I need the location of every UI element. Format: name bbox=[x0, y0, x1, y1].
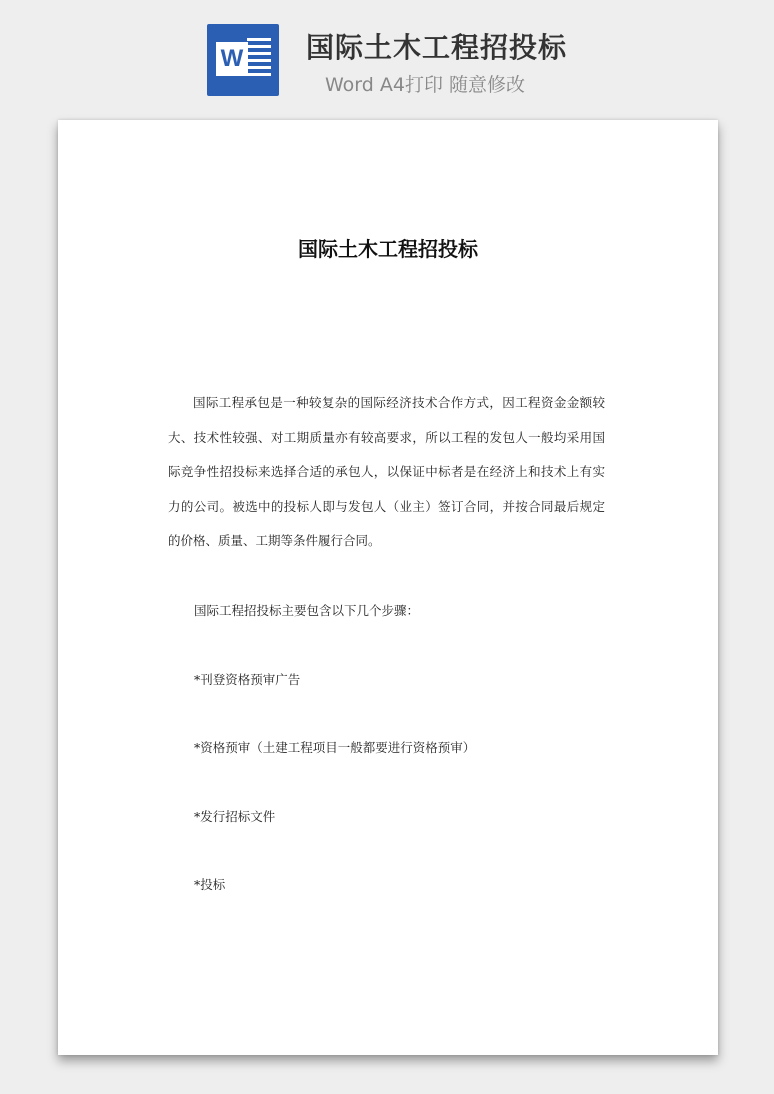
step-item: *发行招标文件 bbox=[194, 809, 276, 824]
app-subtitle: Word A4打印 随意修改 bbox=[325, 74, 526, 96]
word-document-icon bbox=[207, 24, 279, 96]
app-title: 国际土木工程招投标 bbox=[306, 31, 568, 64]
document-page bbox=[58, 120, 718, 1055]
document-title: 国际土木工程招投标 bbox=[298, 237, 478, 261]
paragraph-intro: 国际工程承包是一种较复杂的国际经济技术合作方式，因工程资金金额较大、技术性较强、对工期质量亦有较高要求，所以工程的发包人一般均采用国际竞争性招投标来选择合适的承包人，以保证中标者是在经济上和技术上有实力的公司。被选中的投标人即与发包人（业主）签订合同，并按合同最后规定的价格、质量、工期等条件履行合同。 bbox=[168, 395, 605, 548]
step-item: *资格预审（土建工程项目一般都要进行资格预审） bbox=[194, 740, 476, 755]
paragraph-steps-intro: 国际工程招投标主要包含以下几个步骤： bbox=[194, 603, 420, 618]
logo-letter: W bbox=[216, 42, 248, 76]
step-item: *投标 bbox=[194, 877, 226, 892]
logo-lines bbox=[247, 38, 271, 80]
watermark bbox=[87, 514, 108, 535]
step-item: *刊登资格预审广告 bbox=[194, 672, 301, 687]
header bbox=[0, 0, 774, 110]
